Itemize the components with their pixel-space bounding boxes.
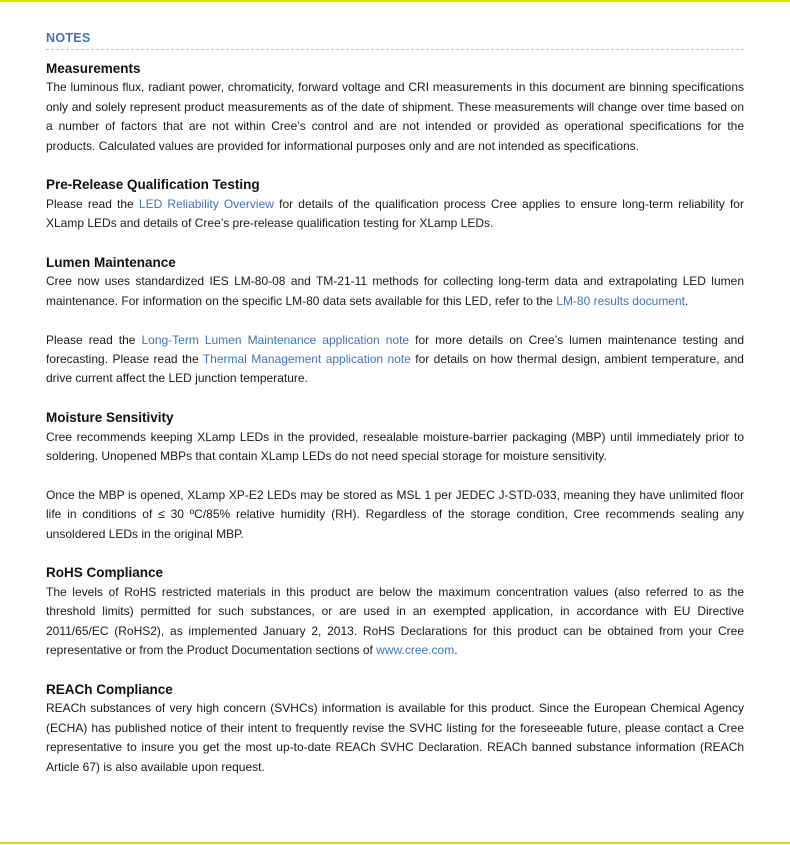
top-accent-rule (0, 0, 790, 2)
measurements-title: Measurements (46, 61, 141, 76)
measurements-text: The luminous flux, radiant power, chromaticity, forward voltage and CRI measurements in this document are binning specifications only and solely represent product measurements as of the date of shipment. These measurements will change over time based on a number of factors that are not within Cree’s control and are not intended or provided as operational specifications for the products. Calculated values are provided for informational purposes only and are not intended as specifications. (46, 80, 744, 153)
lumen-title: Lumen Maintenance (46, 255, 176, 271)
reach-text: REACh substances of very high concern (SVHCs) information is available for this product. Since the European Chemical Agency (ECHA) has published notice of their intent to frequently revise the SVHC listing for the foreseeable future, please contact a Cree representative to insure you get the most up-to-date REACh SVHC Declaration. REACh banned substance information (REACh Article 67) is also available upon request. (46, 701, 744, 774)
rohs-text-before: The levels of RoHS restricted materials in this product are below the maximum concentration values (also referred to as the threshold limits) permitted for such substances, or are used in an exempted application, in accordance with EU Directive 2011/65/EC (RoHS2), as implemented January 2, 2013. RoHS Declarations for this product can be obtained from your Cree representative or from the Product Documentation sections of (46, 584, 744, 658)
prerelease-text (46, 195, 744, 234)
moisture-paragraph-2: Once the MBP is opened, XLamp XP-E2 LEDs may be stored as MSL 1 per JEDEC J-STD-033, meaning they have unlimited floor life in conditions of ≤ 30 ºC/85% relative humidity (RH). Regardless of the storage condition, Cree recommends sealing any unsoldered LEDs in the original MBP. (46, 487, 744, 541)
rohs-text (46, 583, 744, 661)
prerelease-text-before: Please read the (46, 196, 139, 211)
long-term-lumen-maintenance-link[interactable]: Long-Term Lumen Maintenance application note (141, 332, 410, 347)
lumen-p1-after: . (685, 293, 689, 308)
prerelease-title: Pre-Release Qualification Testing (46, 177, 260, 193)
notes-content (46, 31, 744, 777)
cree-website-link[interactable]: www.cree.com (376, 643, 455, 658)
notes-heading: NOTES (46, 31, 744, 50)
rohs-text-after: . (454, 643, 458, 658)
led-reliability-overview-link[interactable]: LED Reliability Overview (138, 196, 274, 211)
moisture-paragraph-1: Cree recommends keeping XLamp LEDs in the provided, resealable moisture-barrier packaging (MBP) until immediately prior to soldering. Unopened MBPs that contain XLamp LEDs do not need special storage for moisture sensitivity. (46, 429, 744, 464)
prerelease-text-after: for details of the qualification process Cree applies to ensure long-term reliability for XLamp LEDs and details of Cree’s pre-release qualification testing for XLamp LEDs. (46, 196, 744, 231)
lumen-p2-c: for details on how thermal design, ambient temperature, and drive current affect the LED junction temperature. (46, 352, 744, 386)
lumen-p1-before: Cree now uses standardized IES LM-80-08 and TM-21-11 methods for collecting long-term data and extrapolating LED lumen maintenance. For information on the specific LM-80 data sets available for this LED, refer to the (46, 274, 744, 308)
bottom-accent-rule (0, 842, 790, 844)
lm80-results-link[interactable]: LM-80 results document (556, 293, 685, 308)
thermal-management-link[interactable]: Thermal Management application note (202, 352, 411, 367)
rohs-title: RoHS Compliance (46, 565, 164, 581)
lumen-paragraph-2 (46, 331, 744, 389)
lumen-p2-a: Please read the (46, 332, 142, 347)
moisture-title: Moisture Sensitivity (46, 410, 174, 426)
lumen-paragraph-1 (46, 272, 744, 311)
lumen-p2-b: for more details on Cree’s lumen maintenance testing and forecasting. Please read the (46, 332, 744, 367)
reach-title: REACh Compliance (46, 681, 173, 697)
